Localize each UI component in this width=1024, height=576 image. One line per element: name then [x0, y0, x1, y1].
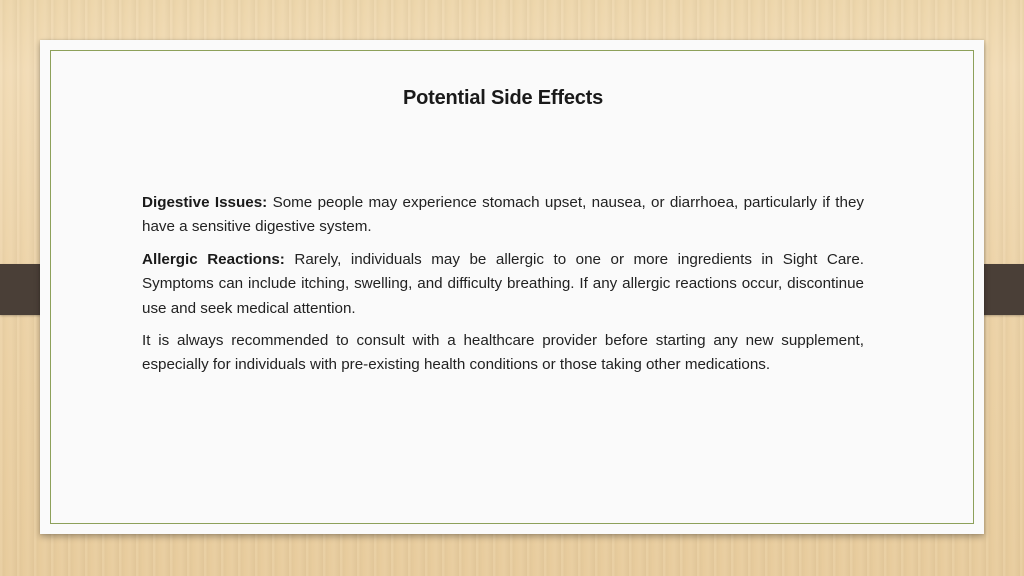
paragraph-text: Rarely, individuals may be allergic to one or more ingredients in Sight Care. Symptoms can include itching, swelling, and difficulty breathing. If any allergic reactions occur, discontinue use and seek medical attention. [142, 250, 864, 317]
paragraph-lead: Allergic Reactions: [142, 250, 285, 268]
paragraph-text: Some people may experience stomach upset, nausea, or diarrhoea, particularly if they have a sensitive digestive system. [142, 194, 864, 236]
slide-content [142, 191, 864, 386]
paragraph-lead: Digestive Issues: [142, 194, 268, 211]
slide-frame [50, 50, 974, 524]
paragraph-recommendation [142, 329, 864, 378]
paragraph-text: It is always recommended to consult with a healthcare provider before starting any new supplement, especially for individuals with pre-existing health conditions or those taking other medications. [142, 332, 864, 374]
paragraph-digestive-issues [142, 191, 864, 240]
slide-card [40, 40, 984, 534]
paragraph-allergic-reactions [142, 248, 864, 321]
slide-title: Potential Side Effects [402, 87, 604, 109]
